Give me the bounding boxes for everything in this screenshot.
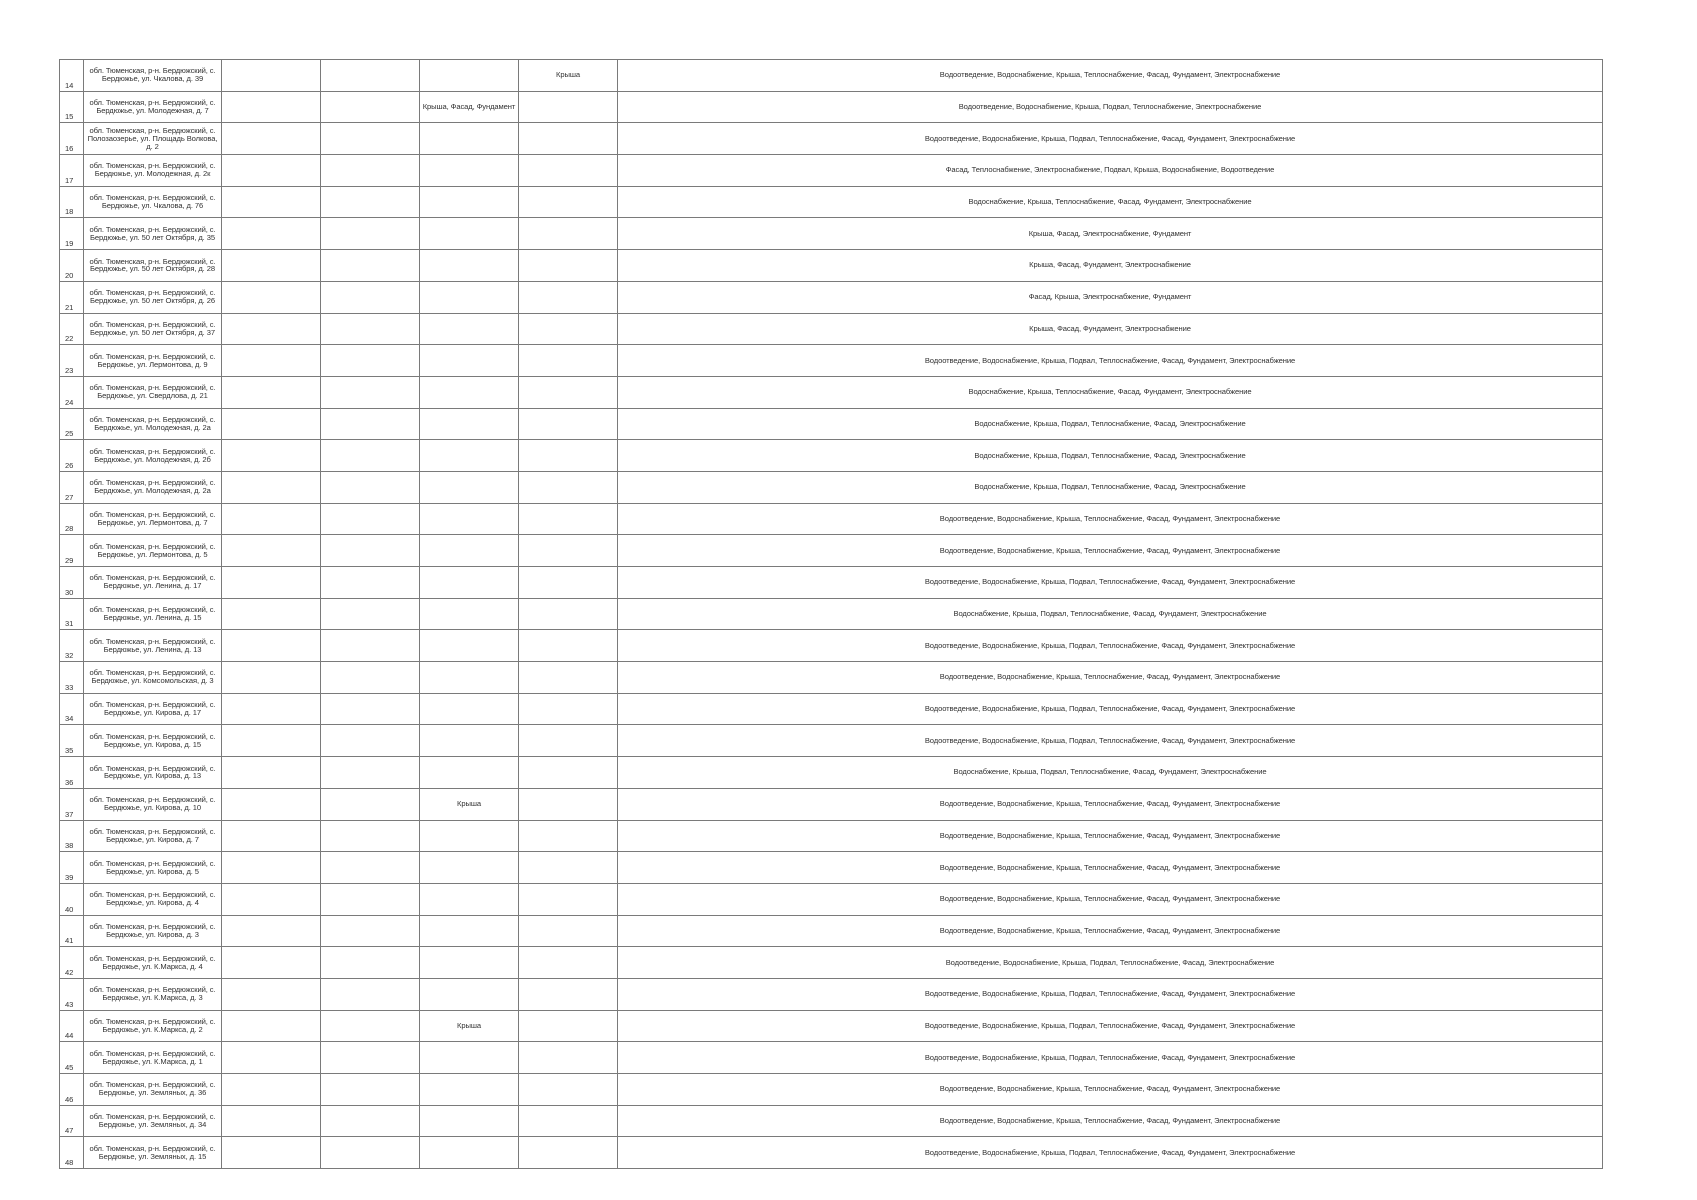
works-list-cell: Водоснабжение, Крыша, Подвал, Теплоснабжение, Фасад, Электроснабжение (618, 408, 1603, 440)
address-cell: обл. Тюменская, р-н. Бердюжский, с. Бердюжье, ул. Кирова, д. 7 (84, 820, 222, 852)
planned-works-cell (420, 535, 519, 567)
planned-works-cell (420, 440, 519, 472)
completed-works-cell (519, 1042, 618, 1074)
row-number: 34 (60, 693, 84, 725)
address-cell: обл. Тюменская, р-н. Бердюжский, с. Бердюжье, ул. Молодежная, д. 2б (84, 440, 222, 472)
empty-cell-4 (321, 155, 420, 187)
empty-cell-3 (222, 662, 321, 694)
works-list-cell: Водоотведение, Водоснабжение, Крыша, Теплоснабжение, Фасад, Фундамент, Электроснабжение (618, 535, 1603, 567)
address-cell: обл. Тюменская, р-н. Бердюжский, с. Бердюжье, ул. Молодежная, д. 2а (84, 471, 222, 503)
works-list-cell: Водоотведение, Водоснабжение, Крыша, Подвал, Теплоснабжение, Фасад, Фундамент, Электроснабжение (618, 725, 1603, 757)
empty-cell-3 (222, 281, 321, 313)
empty-cell-3 (222, 725, 321, 757)
table-body (60, 60, 1603, 1169)
table-row (60, 60, 1603, 92)
address-cell: обл. Тюменская, р-н. Бердюжский, с. Бердюжье, ул. Молодежная, д. 2а (84, 408, 222, 440)
completed-works-cell (519, 1074, 618, 1106)
empty-cell-4 (321, 313, 420, 345)
empty-cell-3 (222, 1074, 321, 1106)
address-cell: обл. Тюменская, р-н. Бердюжский, с. Бердюжье, ул. Чкалова, д. 76 (84, 186, 222, 218)
row-number: 45 (60, 1042, 84, 1074)
empty-cell-3 (222, 408, 321, 440)
empty-cell-4 (321, 693, 420, 725)
row-number: 25 (60, 408, 84, 440)
address-cell: обл. Тюменская, р-н. Бердюжский, с. Бердюжье, ул. Лермонтова, д. 7 (84, 503, 222, 535)
row-number: 44 (60, 1010, 84, 1042)
address-cell: обл. Тюменская, р-н. Бердюжский, с. Бердюжье, ул. Ленина, д. 17 (84, 567, 222, 599)
table-row (60, 567, 1603, 599)
address-cell: обл. Тюменская, р-н. Бердюжский, с. Бердюжье, ул. Кирова, д. 3 (84, 915, 222, 947)
row-number: 36 (60, 757, 84, 789)
completed-works-cell (519, 218, 618, 250)
completed-works-cell (519, 757, 618, 789)
row-number: 26 (60, 440, 84, 472)
row-number: 30 (60, 567, 84, 599)
completed-works-cell (519, 662, 618, 694)
repair-register-table (59, 59, 1603, 1169)
planned-works-cell (420, 725, 519, 757)
planned-works-cell (420, 1042, 519, 1074)
empty-cell-4 (321, 630, 420, 662)
empty-cell-4 (321, 662, 420, 694)
works-list-cell: Водоотведение, Водоснабжение, Крыша, Теплоснабжение, Фасад, Фундамент, Электроснабжение (618, 503, 1603, 535)
completed-works-cell: Крыша (519, 60, 618, 92)
table-row (60, 978, 1603, 1010)
address-cell: обл. Тюменская, р-н. Бердюжский, с. Бердюжье, ул. Молодежная, д. 2к (84, 155, 222, 187)
planned-works-cell (420, 218, 519, 250)
table-row (60, 503, 1603, 535)
row-number: 22 (60, 313, 84, 345)
empty-cell-4 (321, 1074, 420, 1106)
works-list-cell: Фасад, Теплоснабжение, Электроснабжение, Подвал, Крыша, Водоснабжение, Водоотведение (618, 155, 1603, 187)
planned-works-cell: Крыша (420, 788, 519, 820)
planned-works-cell (420, 1074, 519, 1106)
completed-works-cell (519, 345, 618, 377)
completed-works-cell (519, 883, 618, 915)
empty-cell-4 (321, 408, 420, 440)
table-row (60, 662, 1603, 694)
row-number: 40 (60, 883, 84, 915)
row-number: 42 (60, 947, 84, 979)
empty-cell-4 (321, 250, 420, 282)
empty-cell-4 (321, 186, 420, 218)
planned-works-cell (420, 250, 519, 282)
empty-cell-3 (222, 123, 321, 155)
works-list-cell: Фасад, Крыша, Электроснабжение, Фундамент (618, 281, 1603, 313)
address-cell: обл. Тюменская, р-н. Бердюжский, с. Бердюжье, ул. Кирова, д. 10 (84, 788, 222, 820)
works-list-cell: Водоотведение, Водоснабжение, Крыша, Теплоснабжение, Фасад, Фундамент, Электроснабжение (618, 1105, 1603, 1137)
empty-cell-3 (222, 345, 321, 377)
works-list-cell: Водоотведение, Водоснабжение, Крыша, Теплоснабжение, Фасад, Фундамент, Электроснабжение (618, 788, 1603, 820)
empty-cell-3 (222, 630, 321, 662)
table-row (60, 693, 1603, 725)
empty-cell-4 (321, 345, 420, 377)
table-row (60, 852, 1603, 884)
empty-cell-3 (222, 1105, 321, 1137)
planned-works-cell (420, 313, 519, 345)
table-row (60, 186, 1603, 218)
row-number: 46 (60, 1074, 84, 1106)
completed-works-cell (519, 693, 618, 725)
empty-cell-4 (321, 1137, 420, 1169)
row-number: 17 (60, 155, 84, 187)
completed-works-cell (519, 978, 618, 1010)
table-row (60, 250, 1603, 282)
planned-works-cell (420, 155, 519, 187)
empty-cell-4 (321, 123, 420, 155)
row-number: 35 (60, 725, 84, 757)
works-list-cell: Водоотведение, Водоснабжение, Крыша, Теплоснабжение, Фасад, Фундамент, Электроснабжение (618, 60, 1603, 92)
works-list-cell: Водоснабжение, Крыша, Подвал, Теплоснабжение, Фасад, Фундамент, Электроснабжение (618, 757, 1603, 789)
completed-works-cell (519, 1137, 618, 1169)
works-list-cell: Водоотведение, Водоснабжение, Крыша, Подвал, Теплоснабжение, Фасад, Фундамент, Электроснабжение (618, 1010, 1603, 1042)
planned-works-cell (420, 693, 519, 725)
completed-works-cell (519, 852, 618, 884)
empty-cell-4 (321, 440, 420, 472)
works-list-cell: Водоотведение, Водоснабжение, Крыша, Теплоснабжение, Фасад, Фундамент, Электроснабжение (618, 1074, 1603, 1106)
address-cell: обл. Тюменская, р-н. Бердюжский, с. Бердюжье, ул. Земляных, д. 15 (84, 1137, 222, 1169)
empty-cell-4 (321, 598, 420, 630)
row-number: 48 (60, 1137, 84, 1169)
works-list-cell: Водоотведение, Водоснабжение, Крыша, Подвал, Теплоснабжение, Фасад, Фундамент, Электроснабжение (618, 567, 1603, 599)
address-cell: обл. Тюменская, р-н. Бердюжский, с. Бердюжье, ул. Свердлова, д. 21 (84, 376, 222, 408)
empty-cell-3 (222, 440, 321, 472)
address-cell: обл. Тюменская, р-н. Бердюжский, с. Бердюжье, ул. К.Маркса, д. 3 (84, 978, 222, 1010)
planned-works-cell (420, 598, 519, 630)
empty-cell-4 (321, 567, 420, 599)
row-number: 31 (60, 598, 84, 630)
empty-cell-4 (321, 1010, 420, 1042)
table-row (60, 630, 1603, 662)
table-row (60, 757, 1603, 789)
row-number: 27 (60, 471, 84, 503)
row-number: 18 (60, 186, 84, 218)
completed-works-cell (519, 567, 618, 599)
empty-cell-3 (222, 788, 321, 820)
works-list-cell: Водоснабжение, Крыша, Теплоснабжение, Фасад, Фундамент, Электроснабжение (618, 186, 1603, 218)
row-number: 28 (60, 503, 84, 535)
empty-cell-3 (222, 535, 321, 567)
works-list-cell: Водоотведение, Водоснабжение, Крыша, Теплоснабжение, Фасад, Фундамент, Электроснабжение (618, 883, 1603, 915)
works-list-cell: Водоснабжение, Крыша, Подвал, Теплоснабжение, Фасад, Электроснабжение (618, 471, 1603, 503)
empty-cell-4 (321, 503, 420, 535)
planned-works-cell (420, 757, 519, 789)
address-cell: обл. Тюменская, р-н. Бердюжский, с. Бердюжье, ул. К.Маркса, д. 2 (84, 1010, 222, 1042)
works-list-cell: Водоотведение, Водоснабжение, Крыша, Теплоснабжение, Фасад, Фундамент, Электроснабжение (618, 915, 1603, 947)
empty-cell-3 (222, 1042, 321, 1074)
address-cell: обл. Тюменская, р-н. Бердюжский, с. Бердюжье, ул. Чкалова, д. 39 (84, 60, 222, 92)
address-cell: обл. Тюменская, р-н. Бердюжский, с. Бердюжье, ул. К.Маркса, д. 4 (84, 947, 222, 979)
planned-works-cell (420, 123, 519, 155)
empty-cell-4 (321, 978, 420, 1010)
completed-works-cell (519, 503, 618, 535)
table-row (60, 376, 1603, 408)
planned-works-cell (420, 915, 519, 947)
completed-works-cell (519, 250, 618, 282)
table-row (60, 1074, 1603, 1106)
address-cell: обл. Тюменская, р-н. Бердюжский, с. Бердюжье, ул. Кирова, д. 13 (84, 757, 222, 789)
empty-cell-3 (222, 947, 321, 979)
row-number: 38 (60, 820, 84, 852)
table-row (60, 947, 1603, 979)
empty-cell-4 (321, 1042, 420, 1074)
completed-works-cell (519, 535, 618, 567)
address-cell: обл. Тюменская, р-н. Бердюжский, с. Бердюжье, ул. Земляных, д. 36 (84, 1074, 222, 1106)
planned-works-cell (420, 662, 519, 694)
works-list-cell: Водоотведение, Водоснабжение, Крыша, Теплоснабжение, Фасад, Фундамент, Электроснабжение (618, 852, 1603, 884)
table-row (60, 218, 1603, 250)
planned-works-cell (420, 281, 519, 313)
planned-works-cell (420, 1137, 519, 1169)
address-cell: обл. Тюменская, р-н. Бердюжский, с. Бердюжье, ул. Лермонтова, д. 9 (84, 345, 222, 377)
empty-cell-4 (321, 281, 420, 313)
works-list-cell: Водоотведение, Водоснабжение, Крыша, Подвал, Теплоснабжение, Фасад, Фундамент, Электроснабжение (618, 978, 1603, 1010)
empty-cell-4 (321, 757, 420, 789)
row-number: 37 (60, 788, 84, 820)
completed-works-cell (519, 820, 618, 852)
planned-works-cell (420, 567, 519, 599)
row-number: 20 (60, 250, 84, 282)
works-list-cell: Водоотведение, Водоснабжение, Крыша, Подвал, Теплоснабжение, Фасад, Фундамент, Электроснабжение (618, 693, 1603, 725)
address-cell: обл. Тюменская, р-н. Бердюжский, с. Бердюжье, ул. 50 лет Октября, д. 28 (84, 250, 222, 282)
empty-cell-3 (222, 1137, 321, 1169)
table-row (60, 535, 1603, 567)
completed-works-cell (519, 947, 618, 979)
planned-works-cell (420, 852, 519, 884)
table-row (60, 471, 1603, 503)
table-row (60, 345, 1603, 377)
table-row (60, 1137, 1603, 1169)
completed-works-cell (519, 281, 618, 313)
table-row (60, 91, 1603, 123)
completed-works-cell (519, 313, 618, 345)
empty-cell-3 (222, 155, 321, 187)
empty-cell-4 (321, 218, 420, 250)
table-row (60, 598, 1603, 630)
planned-works-cell (420, 883, 519, 915)
table-row (60, 1105, 1603, 1137)
planned-works-cell (420, 503, 519, 535)
planned-works-cell (420, 186, 519, 218)
completed-works-cell (519, 155, 618, 187)
planned-works-cell: Крыша (420, 1010, 519, 1042)
planned-works-cell (420, 947, 519, 979)
works-list-cell: Крыша, Фасад, Фундамент, Электроснабжение (618, 313, 1603, 345)
address-cell: обл. Тюменская, р-н. Бердюжский, с. Бердюжье, ул. К.Маркса, д. 1 (84, 1042, 222, 1074)
completed-works-cell (519, 630, 618, 662)
row-number: 15 (60, 91, 84, 123)
works-list-cell: Водоотведение, Водоснабжение, Крыша, Подвал, Теплоснабжение, Фасад, Фундамент, Электроснабжение (618, 1137, 1603, 1169)
address-cell: обл. Тюменская, р-н. Бердюжский, с. Бердюжье, ул. Кирова, д. 15 (84, 725, 222, 757)
completed-works-cell (519, 123, 618, 155)
row-number: 41 (60, 915, 84, 947)
empty-cell-3 (222, 218, 321, 250)
address-cell: обл. Тюменская, р-н. Бердюжский, с. Бердюжье, ул. Кирова, д. 5 (84, 852, 222, 884)
address-cell: обл. Тюменская, р-н. Бердюжский, с. Бердюжье, ул. Лермонтова, д. 5 (84, 535, 222, 567)
completed-works-cell (519, 1010, 618, 1042)
works-list-cell: Водоотведение, Водоснабжение, Крыша, Подвал, Теплоснабжение, Фасад, Фундамент, Электроснабжение (618, 630, 1603, 662)
row-number: 29 (60, 535, 84, 567)
address-cell: обл. Тюменская, р-н. Бердюжский, с. Бердюжье, ул. Кирова, д. 4 (84, 883, 222, 915)
works-list-cell: Водоснабжение, Крыша, Подвал, Теплоснабжение, Фасад, Фундамент, Электроснабжение (618, 598, 1603, 630)
table-row (60, 788, 1603, 820)
planned-works-cell (420, 376, 519, 408)
row-number: 33 (60, 662, 84, 694)
address-cell: обл. Тюменская, р-н. Бердюжский, с. Бердюжье, ул. 50 лет Октября, д. 26 (84, 281, 222, 313)
completed-works-cell (519, 440, 618, 472)
empty-cell-3 (222, 1010, 321, 1042)
table-row (60, 883, 1603, 915)
empty-cell-3 (222, 852, 321, 884)
completed-works-cell (519, 915, 618, 947)
completed-works-cell (519, 1105, 618, 1137)
row-number: 32 (60, 630, 84, 662)
empty-cell-4 (321, 60, 420, 92)
row-number: 23 (60, 345, 84, 377)
empty-cell-4 (321, 947, 420, 979)
empty-cell-4 (321, 91, 420, 123)
address-cell: обл. Тюменская, р-н. Бердюжский, с. Бердюжье, ул. Комсомольская, д. 3 (84, 662, 222, 694)
table-row (60, 313, 1603, 345)
works-list-cell: Водоотведение, Водоснабжение, Крыша, Подвал, Теплоснабжение, Фасад, Электроснабжение (618, 947, 1603, 979)
completed-works-cell (519, 725, 618, 757)
planned-works-cell (420, 820, 519, 852)
completed-works-cell (519, 598, 618, 630)
table-row (60, 1042, 1603, 1074)
empty-cell-4 (321, 535, 420, 567)
empty-cell-4 (321, 852, 420, 884)
table-row (60, 1010, 1603, 1042)
address-cell: обл. Тюменская, р-н. Бердюжский, с. Бердюжье, ул. Кирова, д. 17 (84, 693, 222, 725)
empty-cell-4 (321, 471, 420, 503)
address-cell: обл. Тюменская, р-н. Бердюжский, с. Бердюжье, ул. Молодежная, д. 7 (84, 91, 222, 123)
empty-cell-4 (321, 788, 420, 820)
empty-cell-3 (222, 598, 321, 630)
row-number: 14 (60, 60, 84, 92)
empty-cell-4 (321, 820, 420, 852)
works-list-cell: Водоснабжение, Крыша, Подвал, Теплоснабжение, Фасад, Электроснабжение (618, 440, 1603, 472)
completed-works-cell (519, 788, 618, 820)
empty-cell-4 (321, 883, 420, 915)
empty-cell-3 (222, 250, 321, 282)
table-row (60, 915, 1603, 947)
empty-cell-3 (222, 503, 321, 535)
empty-cell-3 (222, 915, 321, 947)
address-cell: обл. Тюменская, р-н. Бердюжский, с. Бердюжье, ул. Ленина, д. 13 (84, 630, 222, 662)
row-number: 24 (60, 376, 84, 408)
completed-works-cell (519, 408, 618, 440)
empty-cell-3 (222, 91, 321, 123)
empty-cell-3 (222, 757, 321, 789)
row-number: 43 (60, 978, 84, 1010)
row-number: 16 (60, 123, 84, 155)
row-number: 19 (60, 218, 84, 250)
planned-works-cell (420, 345, 519, 377)
completed-works-cell (519, 186, 618, 218)
table-row (60, 155, 1603, 187)
empty-cell-4 (321, 376, 420, 408)
completed-works-cell (519, 91, 618, 123)
completed-works-cell (519, 376, 618, 408)
empty-cell-3 (222, 693, 321, 725)
empty-cell-3 (222, 978, 321, 1010)
address-cell: обл. Тюменская, р-н. Бердюжский, с. Бердюжье, ул. 50 лет Октября, д. 37 (84, 313, 222, 345)
table-row (60, 820, 1603, 852)
planned-works-cell (420, 408, 519, 440)
empty-cell-3 (222, 186, 321, 218)
planned-works-cell (420, 60, 519, 92)
empty-cell-3 (222, 883, 321, 915)
empty-cell-4 (321, 915, 420, 947)
works-list-cell: Водоотведение, Водоснабжение, Крыша, Подвал, Теплоснабжение, Электроснабжение (618, 91, 1603, 123)
row-number: 39 (60, 852, 84, 884)
empty-cell-3 (222, 567, 321, 599)
empty-cell-3 (222, 376, 321, 408)
table-row (60, 725, 1603, 757)
empty-cell-3 (222, 471, 321, 503)
table-row (60, 281, 1603, 313)
empty-cell-3 (222, 820, 321, 852)
address-cell: обл. Тюменская, р-н. Бердюжский, с. Полозаозерье, ул. Площадь Волкова, д. 2 (84, 123, 222, 155)
address-cell: обл. Тюменская, р-н. Бердюжский, с. Бердюжье, ул. Ленина, д. 15 (84, 598, 222, 630)
table-row (60, 440, 1603, 472)
works-list-cell: Водоотведение, Водоснабжение, Крыша, Теплоснабжение, Фасад, Фундамент, Электроснабжение (618, 662, 1603, 694)
completed-works-cell (519, 471, 618, 503)
works-list-cell: Водоотведение, Водоснабжение, Крыша, Подвал, Теплоснабжение, Фасад, Фундамент, Электроснабжение (618, 1042, 1603, 1074)
works-list-cell: Водоснабжение, Крыша, Теплоснабжение, Фасад, Фундамент, Электроснабжение (618, 376, 1603, 408)
planned-works-cell: Крыша, Фасад, Фундамент (420, 91, 519, 123)
works-list-cell: Крыша, Фасад, Фундамент, Электроснабжение (618, 250, 1603, 282)
planned-works-cell (420, 471, 519, 503)
works-list-cell: Водоотведение, Водоснабжение, Крыша, Подвал, Теплоснабжение, Фасад, Фундамент, Электроснабжение (618, 123, 1603, 155)
empty-cell-4 (321, 1105, 420, 1137)
planned-works-cell (420, 978, 519, 1010)
address-cell: обл. Тюменская, р-н. Бердюжский, с. Бердюжье, ул. 50 лет Октября, д. 35 (84, 218, 222, 250)
works-list-cell: Крыша, Фасад, Электроснабжение, Фундамент (618, 218, 1603, 250)
planned-works-cell (420, 1105, 519, 1137)
works-list-cell: Водоотведение, Водоснабжение, Крыша, Теплоснабжение, Фасад, Фундамент, Электроснабжение (618, 820, 1603, 852)
table-row (60, 123, 1603, 155)
row-number: 47 (60, 1105, 84, 1137)
row-number: 21 (60, 281, 84, 313)
works-list-cell: Водоотведение, Водоснабжение, Крыша, Подвал, Теплоснабжение, Фасад, Фундамент, Электроснабжение (618, 345, 1603, 377)
empty-cell-3 (222, 60, 321, 92)
empty-cell-3 (222, 313, 321, 345)
empty-cell-4 (321, 725, 420, 757)
address-cell: обл. Тюменская, р-н. Бердюжский, с. Бердюжье, ул. Земляных, д. 34 (84, 1105, 222, 1137)
table-row (60, 408, 1603, 440)
planned-works-cell (420, 630, 519, 662)
